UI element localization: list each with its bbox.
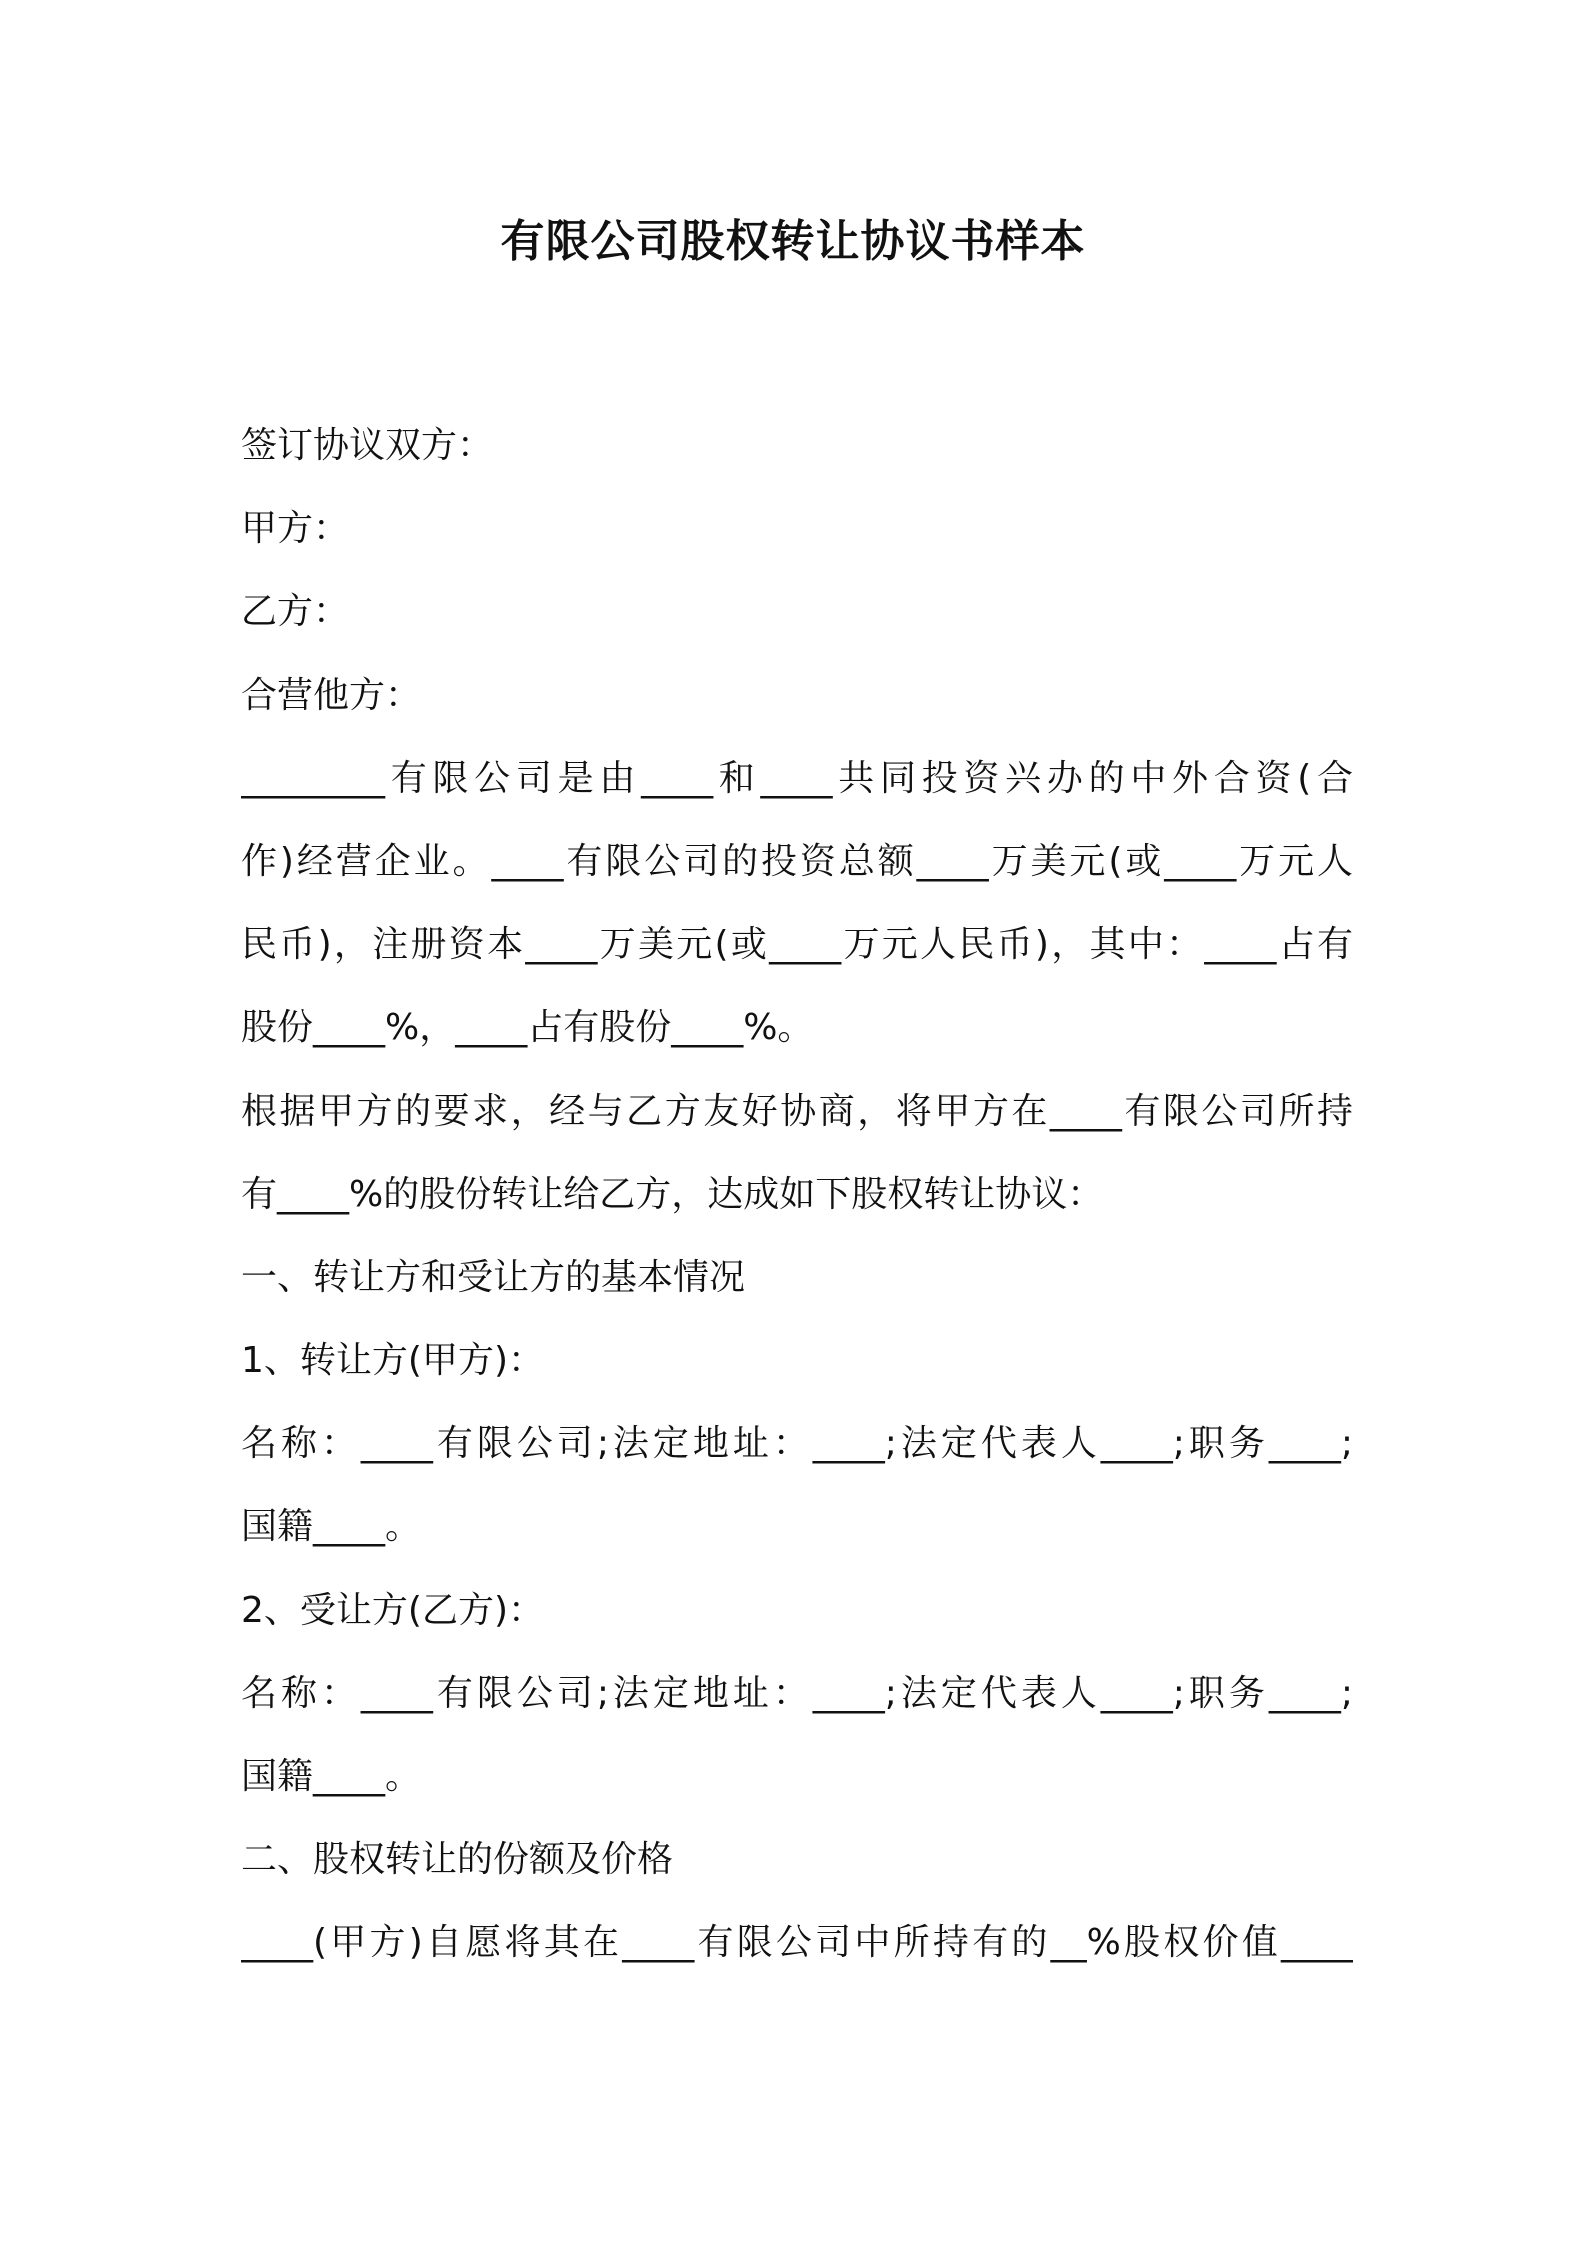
- intro-paragraph-line: ________有限公司是由____和____共同投资兴办的中外合资(合: [241, 757, 1353, 799]
- intro-paragraph-line: 股份____%，____占有股份____%。: [241, 1007, 814, 1049]
- transferee-nationality-line: 国籍____。: [241, 1756, 422, 1797]
- share-price-line: ____(甲方)自愿将其在____有限公司中所持有的__%股权价值____: [241, 1922, 1353, 1964]
- intro-paragraph-line: 民币)，注册资本____万美元(或____万元人民币)，其中：____占有: [241, 924, 1353, 966]
- other-party-line: 合营他方：: [241, 674, 422, 716]
- transferor-heading: 1、转让方(甲方)：: [241, 1340, 544, 1382]
- document-body: [241, 404, 1353, 1985]
- transferee-details-line: 名称：____有限公司;法定地址：____;法定代表人____;职务____;: [241, 1672, 1353, 1714]
- section-heading: 二、股权转让的份额及价格: [241, 1839, 674, 1881]
- transferee-heading: 2、受让方(乙方)：: [241, 1589, 544, 1631]
- party-b-line: 乙方：: [241, 591, 350, 633]
- agreement-paragraph-line: 有____%的股份转让给乙方，达成如下股权转让协议：: [241, 1173, 1104, 1215]
- section-heading: 一、转让方和受让方的基本情况: [241, 1256, 746, 1298]
- transferor-nationality-line: 国籍____。: [241, 1506, 422, 1548]
- party-a-line: 甲方：: [241, 508, 350, 550]
- document-title: 有限公司股权转让协议书样本: [500, 216, 1086, 267]
- intro-paragraph-line: 作)经营企业。____有限公司的投资总额____万美元(或____万元人: [241, 840, 1353, 882]
- parties-heading: 签订协议双方：: [241, 425, 494, 466]
- transferor-details-line: 名称：____有限公司;法定地址：____;法定代表人____;职务____;: [241, 1423, 1353, 1465]
- agreement-paragraph-line: 根据甲方的要求，经与乙方友好协商，将甲方在____有限公司所持: [241, 1090, 1353, 1132]
